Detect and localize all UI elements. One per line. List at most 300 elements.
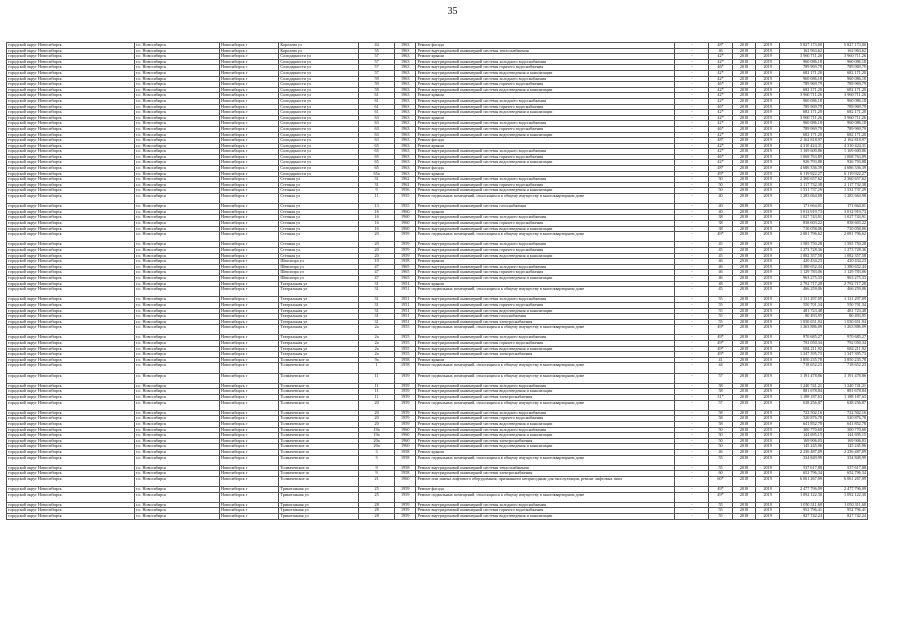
cell-year: 1959 xyxy=(394,373,415,383)
cell-street: Солидарности ул xyxy=(279,132,359,138)
cell-street: Толмачевское ш xyxy=(279,449,359,455)
cell-pct: 42* xyxy=(709,110,733,116)
table-row xyxy=(7,492,868,502)
cell-house: 31 xyxy=(359,302,395,308)
cell-s1: 3 960 711,26 xyxy=(779,93,823,99)
cell-dash: - xyxy=(675,373,709,383)
cell-work: Ремонт внутридомовой инженерной системы горячего водоснабжения xyxy=(416,221,675,227)
cell-dash: - xyxy=(675,154,709,160)
cell-district: городской округ Новосибирск xyxy=(7,465,135,471)
cell-ye: 2019 xyxy=(756,43,780,49)
cell-ys: 2018 xyxy=(732,389,756,395)
cell-s2: 171 664,01 xyxy=(823,204,867,210)
cell-house: 9 xyxy=(359,188,395,194)
cell-city: г.о. Новосибирск xyxy=(134,264,219,270)
cell-city: г.о. Новосибирск xyxy=(134,171,219,177)
cell-work: Ремонт подвальных помещений, относящихся к общему имуществу в многоквартирном доме xyxy=(416,373,675,383)
cell-dash: - xyxy=(675,357,709,363)
cell-ys: 2018 xyxy=(732,143,756,149)
cell-street: Степная ул xyxy=(279,177,359,183)
cell-district: городской округ Новосибирск xyxy=(7,383,135,389)
cell-work: Ремонт крыши xyxy=(416,357,675,363)
cell-work: Ремонт внутридомовой инженерной системы электроснабжения xyxy=(416,319,675,325)
cell-ye: 2019 xyxy=(756,253,780,259)
cell-district: городской округ Новосибирск xyxy=(7,43,135,49)
cell-city-short: Новосибирск г xyxy=(219,59,278,65)
cell-s2: 926 793,88 xyxy=(823,160,867,166)
cell-year: 1963 xyxy=(394,171,415,177)
cell-district: городской округ Новосибирск xyxy=(7,275,135,281)
cell-street: Степная ул xyxy=(279,194,359,204)
cell-dash: - xyxy=(675,182,709,188)
cell-s2: 1 129 783,06 xyxy=(823,270,867,276)
cell-ys: 2018 xyxy=(732,314,756,320)
cell-year: 1963 xyxy=(394,115,415,121)
cell-ye: 2019 xyxy=(756,182,780,188)
cell-house: 16 xyxy=(359,221,395,227)
cell-city-short: Новосибирск г xyxy=(219,346,278,352)
cell-s1: 638 256,87 xyxy=(779,400,823,410)
cell-city-short: Новосибирск г xyxy=(219,514,278,520)
cell-city-short: Новосибирск г xyxy=(219,449,278,455)
cell-district: городской округ Новосибирск xyxy=(7,281,135,287)
page-number: 35 xyxy=(447,6,458,17)
cell-street: Толмачевское ш xyxy=(279,373,359,383)
cell-ye: 2019 xyxy=(756,400,780,410)
cell-city-short: Новосибирск г xyxy=(219,259,278,265)
cell-s2: 1 347 395,73 xyxy=(823,352,867,358)
cell-s1: 162 963,62 xyxy=(779,48,823,54)
cell-s1: 300 770,60 xyxy=(779,427,823,433)
cell-s1: 970 685,27 xyxy=(779,335,823,341)
cell-city: г.о. Новосибирск xyxy=(134,259,219,265)
cell-pct: 40 xyxy=(709,204,733,210)
cell-ys: 2018 xyxy=(732,82,756,88)
cell-s1: 1 240 741,21 xyxy=(779,383,823,389)
cell-s1: 789 969,79 xyxy=(779,104,823,110)
cell-year: 1960 xyxy=(394,433,415,439)
cell-work: Ремонт внутридомовой инженерной системы горячего водоснабжения xyxy=(416,65,675,71)
cell-street: Толмачевское ш xyxy=(279,383,359,389)
cell-city: г.о. Новосибирск xyxy=(134,449,219,455)
cell-dash: - xyxy=(675,149,709,155)
cell-street: Солидарности ул xyxy=(279,87,359,93)
cell-house: 9а xyxy=(359,357,395,363)
cell-dash: - xyxy=(675,226,709,232)
cell-work: Ремонт фасада xyxy=(416,138,675,144)
cell-city-short: Новосибирск г xyxy=(219,400,278,410)
cell-city-short: Новосибирск г xyxy=(219,487,278,493)
cell-year: 1963 xyxy=(394,48,415,54)
cell-district: городской округ Новосибирск xyxy=(7,70,135,76)
cell-city-short: Новосибирск г xyxy=(219,270,278,276)
cell-ys: 2018 xyxy=(732,421,756,427)
cell-s2: 710 058,06 xyxy=(823,226,867,232)
cell-ys: 2018 xyxy=(732,287,756,297)
cell-work: Ремонт внутридомовой инженерной системы холодного водоснабжения xyxy=(416,502,675,508)
cell-city-short: Новосибирск г xyxy=(219,410,278,416)
cell-ye: 2019 xyxy=(756,325,780,335)
cell-dash: - xyxy=(675,427,709,433)
cell-ye: 2019 xyxy=(756,209,780,215)
cell-s1: 2 117 732,38 xyxy=(779,182,823,188)
cell-work: Ремонт крыши xyxy=(416,209,675,215)
cell-pct: 49* xyxy=(709,346,733,352)
cell-city: г.о. Новосибирск xyxy=(134,383,219,389)
cell-house: 20а xyxy=(359,438,395,444)
cell-pct: 58 xyxy=(709,410,733,416)
cell-city: г.о. Новосибирск xyxy=(134,508,219,514)
cell-dash: - xyxy=(675,98,709,104)
cell-work: Ремонт внутридомовой инженерной системы холодного водоснабжения xyxy=(416,121,675,127)
cell-district: городской округ Новосибирск xyxy=(7,182,135,188)
cell-work: Ремонт внутридомовой инженерной системы горячего водоснабжения xyxy=(416,341,675,347)
cell-ye: 2019 xyxy=(756,427,780,433)
cell-city: г.о. Новосибирск xyxy=(134,275,219,281)
cell-pct: 55 xyxy=(709,314,733,320)
cell-year: 1958 xyxy=(394,259,415,265)
cell-dash: - xyxy=(675,188,709,194)
cell-ye: 2019 xyxy=(756,76,780,82)
cell-dash: - xyxy=(675,514,709,520)
cell-ys: 2018 xyxy=(732,132,756,138)
cell-year: 1951 xyxy=(394,319,415,325)
cell-ye: 2019 xyxy=(756,341,780,347)
cell-ys: 2018 xyxy=(732,166,756,172)
cell-ys: 2018 xyxy=(732,433,756,439)
cell-city: г.о. Новосибирск xyxy=(134,302,219,308)
cell-pct: 42* xyxy=(709,76,733,82)
cell-ye: 2019 xyxy=(756,508,780,514)
cell-s1: 652 796,34 xyxy=(779,471,823,477)
cell-ye: 2019 xyxy=(756,314,780,320)
cell-ye: 2019 xyxy=(756,59,780,65)
cell-district: городской округ Новосибирск xyxy=(7,287,135,297)
cell-s1: 1 027 743,91 xyxy=(779,215,823,221)
cell-year: 1963 xyxy=(394,87,415,93)
cell-s1: 1 030 651,94 xyxy=(779,319,823,325)
cell-city-short: Новосибирск г xyxy=(219,335,278,341)
cell-city-short: Новосибирск г xyxy=(219,104,278,110)
cell-dash: - xyxy=(675,82,709,88)
cell-city: г.о. Новосибирск xyxy=(134,82,219,88)
cell-district: городской округ Новосибирск xyxy=(7,502,135,508)
cell-district: городской округ Новосибирск xyxy=(7,335,135,341)
cell-house: 63 xyxy=(359,115,395,121)
cell-s2: 792 050,34 xyxy=(823,341,867,347)
cell-house: 3 xyxy=(359,455,395,465)
cell-dash: - xyxy=(675,138,709,144)
cell-street: Театральная ул xyxy=(279,325,359,335)
table-row xyxy=(7,514,868,520)
cell-year: 1963 xyxy=(394,82,415,88)
cell-s1: 1 273 728,36 xyxy=(779,247,823,253)
cell-dash: - xyxy=(675,110,709,116)
cell-city: г.о. Новосибирск xyxy=(134,502,219,508)
cell-s2: 1 169 600,86 xyxy=(823,149,867,155)
cell-s2: 1 263 886,09 xyxy=(823,325,867,335)
cell-ye: 2019 xyxy=(756,410,780,416)
cell-ye: 2019 xyxy=(756,471,780,477)
cell-year: 1963 xyxy=(394,166,415,172)
cell-city: г.о. Новосибирск xyxy=(134,132,219,138)
cell-city: г.о. Новосибирск xyxy=(134,110,219,116)
cell-city-short: Новосибирск г xyxy=(219,209,278,215)
cell-year: 1959 xyxy=(394,508,415,514)
cell-dash: - xyxy=(675,438,709,444)
cell-pct: 46 xyxy=(709,259,733,265)
cell-dash: - xyxy=(675,455,709,465)
cell-house: 57 xyxy=(359,59,395,65)
cell-s1: 682 171,20 xyxy=(779,87,823,93)
cell-street: Степная ул xyxy=(279,242,359,248)
cell-pct: 49* xyxy=(709,335,733,341)
cell-ye: 2019 xyxy=(756,171,780,177)
cell-city-short: Новосибирск г xyxy=(219,76,278,82)
cell-district: городской округ Новосибирск xyxy=(7,115,135,121)
cell-s1: 1 082 357,58 xyxy=(779,253,823,259)
cell-city: г.о. Новосибирск xyxy=(134,314,219,320)
cell-ye: 2019 xyxy=(756,270,780,276)
cell-ye: 2019 xyxy=(756,132,780,138)
cell-dash: - xyxy=(675,363,709,373)
cell-ye: 2019 xyxy=(756,232,780,242)
cell-ys: 2018 xyxy=(732,182,756,188)
cell-ys: 2018 xyxy=(732,104,756,110)
cell-district: городской округ Новосибирск xyxy=(7,352,135,358)
cell-year: 1963 xyxy=(394,54,415,60)
cell-city: г.о. Новосибирск xyxy=(134,487,219,493)
cell-year: 1955 xyxy=(394,346,415,352)
cell-ys: 2018 xyxy=(732,270,756,276)
cell-s2: 682 171,20 xyxy=(823,70,867,76)
cell-s1: 789 969,79 xyxy=(779,65,823,71)
cell-ys: 2018 xyxy=(732,188,756,194)
cell-ye: 2019 xyxy=(756,444,780,450)
cell-work: Ремонт внутридомовой инженерной системы холодного водоснабжения xyxy=(416,149,675,155)
cell-year: 1958 xyxy=(394,465,415,471)
cell-ye: 2019 xyxy=(756,487,780,493)
cell-ye: 2019 xyxy=(756,104,780,110)
cell-city: г.о. Новосибирск xyxy=(134,253,219,259)
cell-pct: 49* xyxy=(709,352,733,358)
cell-dash: - xyxy=(675,335,709,341)
cell-year: 1960 xyxy=(394,221,415,227)
cell-city-short: Новосибирск г xyxy=(219,98,278,104)
cell-house: 28 xyxy=(359,502,395,508)
cell-pct: 48* xyxy=(709,166,733,172)
cell-ye: 2019 xyxy=(756,48,780,54)
cell-street: Солидарности ул xyxy=(279,59,359,65)
cell-district: городской округ Новосибирск xyxy=(7,444,135,450)
cell-pct: 42* xyxy=(709,87,733,93)
cell-s2: 682 171,20 xyxy=(823,87,867,93)
cell-year: 1959 xyxy=(394,514,415,520)
cell-s2: 638 256,87 xyxy=(823,400,867,410)
cell-s1: 145 245,96 xyxy=(779,444,823,450)
cell-city: г.о. Новосибирск xyxy=(134,319,219,325)
cell-city-short: Новосибирск г xyxy=(219,121,278,127)
cell-dash: - xyxy=(675,87,709,93)
cell-pct: 42* xyxy=(709,54,733,60)
cell-dash: - xyxy=(675,302,709,308)
cell-city-short: Новосибирск г xyxy=(219,275,278,281)
cell-ys: 2018 xyxy=(732,43,756,49)
cell-house: 47 xyxy=(359,275,395,281)
cell-work: Ремонт или замена лифтового оборудования, признанного непригодным для эксплуатации, ремонт лифтовых шахт xyxy=(416,476,675,486)
cell-s2: 1 283 664,98 xyxy=(823,194,867,204)
cell-ye: 2019 xyxy=(756,166,780,172)
cell-ye: 2019 xyxy=(756,514,780,520)
cell-ys: 2018 xyxy=(732,171,756,177)
cell-dash: - xyxy=(675,444,709,450)
cell-ye: 2019 xyxy=(756,242,780,248)
cell-city-short: Новосибирск г xyxy=(219,43,278,49)
cell-city: г.о. Новосибирск xyxy=(134,226,219,232)
cell-ye: 2019 xyxy=(756,264,780,270)
cell-s2: 789 969,79 xyxy=(823,82,867,88)
cell-ys: 2018 xyxy=(732,194,756,204)
table-row xyxy=(7,287,868,297)
cell-s2: 1 191 478,86 xyxy=(823,373,867,383)
cell-city-short: Новосибирск г xyxy=(219,416,278,422)
cell-s1: 2 792 717,28 xyxy=(779,281,823,287)
cell-s2: 682 171,20 xyxy=(823,132,867,138)
cell-work: Ремонт внутридомовой инженерной системы холодного водоснабжения xyxy=(416,297,675,303)
cell-street: Степная ул xyxy=(279,188,359,194)
cell-s1: 1 585 750,28 xyxy=(779,242,823,248)
cell-street: Толмачевское ш xyxy=(279,465,359,471)
cell-street: Толмачевское ш xyxy=(279,416,359,422)
cell-year: 1955 xyxy=(394,204,415,210)
cell-city: г.о. Новосибирск xyxy=(134,43,219,49)
table-row xyxy=(7,373,868,383)
cell-ye: 2019 xyxy=(756,476,780,486)
cell-s2: 334 849,99 xyxy=(823,455,867,465)
cell-district: городской округ Новосибирск xyxy=(7,308,135,314)
cell-work: Ремонт подвальных помещений, относящихся к общему имуществу в многоквартирном доме xyxy=(416,492,675,502)
cell-street: Степная ул xyxy=(279,182,359,188)
cell-street: Театральная ул xyxy=(279,287,359,297)
cell-district: городской округ Новосибирск xyxy=(7,325,135,335)
cell-street: Толмачевское ш xyxy=(279,427,359,433)
cell-house: 11 xyxy=(359,395,395,401)
cell-dash: - xyxy=(675,166,709,172)
cell-s1: 881 678,84 xyxy=(779,389,823,395)
cell-house: 16 xyxy=(359,215,395,221)
cell-district: городской округ Новосибирск xyxy=(7,76,135,82)
cell-s2: 960 086,18 xyxy=(823,59,867,65)
cell-house: 20 xyxy=(359,410,395,416)
cell-dash: - xyxy=(675,270,709,276)
cell-pct: 48* xyxy=(709,138,733,144)
cell-ys: 2018 xyxy=(732,416,756,422)
cell-year: 1963 xyxy=(394,110,415,116)
cell-year: 1963 xyxy=(394,43,415,49)
cell-work: Ремонт внутридомовой инженерной системы водоотведения и канализации xyxy=(416,188,675,194)
cell-pct: 50 xyxy=(709,188,733,194)
cell-s1: 952 796,41 xyxy=(779,508,823,514)
cell-house: 3 xyxy=(359,449,395,455)
cell-city-short: Новосибирск г xyxy=(219,226,278,232)
cell-house: 10 xyxy=(359,259,395,265)
cell-work: Ремонт внутридомовой инженерной системы холодного водоснабжения xyxy=(416,264,675,270)
cell-house: 61 xyxy=(359,110,395,116)
cell-ys: 2018 xyxy=(732,502,756,508)
cell-ys: 2018 xyxy=(732,492,756,502)
cell-pct: 57 xyxy=(709,373,733,383)
cell-s2: 169 906,03 xyxy=(823,438,867,444)
cell-pct: 49* xyxy=(709,171,733,177)
cell-house: 47 xyxy=(359,264,395,270)
cell-city-short: Новосибирск г xyxy=(219,389,278,395)
cell-s1: 334 849,99 xyxy=(779,455,823,465)
cell-district: городской округ Новосибирск xyxy=(7,110,135,116)
cell-ye: 2019 xyxy=(756,346,780,352)
cell-s2: 1 531 737,29 xyxy=(823,188,867,194)
cell-district: городской округ Новосибирск xyxy=(7,264,135,270)
cell-s1: 789 969,79 xyxy=(779,126,823,132)
cell-ys: 2018 xyxy=(732,110,756,116)
cell-district: городской округ Новосибирск xyxy=(7,93,135,99)
cell-pct: 57 xyxy=(709,400,733,410)
cell-s1: 963 275,33 xyxy=(779,275,823,281)
cell-year: 1963 xyxy=(394,76,415,82)
cell-year: 1963 xyxy=(394,121,415,127)
cell-district: городской округ Новосибирск xyxy=(7,476,135,486)
cell-work: Ремонт крыши xyxy=(416,115,675,121)
cell-s1: 1 531 737,29 xyxy=(779,188,823,194)
cell-city: г.о. Новосибирск xyxy=(134,444,219,450)
cell-ye: 2019 xyxy=(756,87,780,93)
cell-ys: 2018 xyxy=(732,319,756,325)
cell-ys: 2018 xyxy=(732,126,756,132)
cell-street: Солидарности ул xyxy=(279,110,359,116)
cell-ye: 2019 xyxy=(756,121,780,127)
cell-pct: 46* xyxy=(709,65,733,71)
cell-street: Солидарности ул xyxy=(279,126,359,132)
cell-ye: 2019 xyxy=(756,297,780,303)
cell-city-short: Новосибирск г xyxy=(219,154,278,160)
cell-city-short: Новосибирск г xyxy=(219,110,278,116)
cell-city: г.о. Новосибирск xyxy=(134,492,219,502)
cell-ye: 2019 xyxy=(756,383,780,389)
cell-ye: 2019 xyxy=(756,138,780,144)
cell-house: 61 xyxy=(359,93,395,99)
cell-district: городской округ Новосибирск xyxy=(7,221,135,227)
cell-city-short: Новосибирск г xyxy=(219,325,278,335)
cell-year: 1960 xyxy=(394,215,415,221)
cell-ye: 2019 xyxy=(756,93,780,99)
cell-street: Степная ул xyxy=(279,221,359,227)
cell-house: 65 xyxy=(359,143,395,149)
cell-house: 28 xyxy=(359,514,395,520)
cell-dash: - xyxy=(675,421,709,427)
cell-ys: 2018 xyxy=(732,352,756,358)
cell-s2: 466 259,06 xyxy=(823,287,867,297)
cell-dash: - xyxy=(675,410,709,416)
cell-dash: - xyxy=(675,275,709,281)
cell-city: г.о. Новосибирск xyxy=(134,121,219,127)
cell-year: 1963 xyxy=(394,143,415,149)
cell-s1: 466 259,06 xyxy=(779,287,823,297)
cell-s1: 1 191 478,86 xyxy=(779,373,823,383)
cell-pct: 42* xyxy=(709,132,733,138)
cell-district: городской округ Новосибирск xyxy=(7,302,135,308)
cell-house: 31 xyxy=(359,314,395,320)
cell-ye: 2019 xyxy=(756,363,780,373)
cell-year: 1963 xyxy=(394,132,415,138)
